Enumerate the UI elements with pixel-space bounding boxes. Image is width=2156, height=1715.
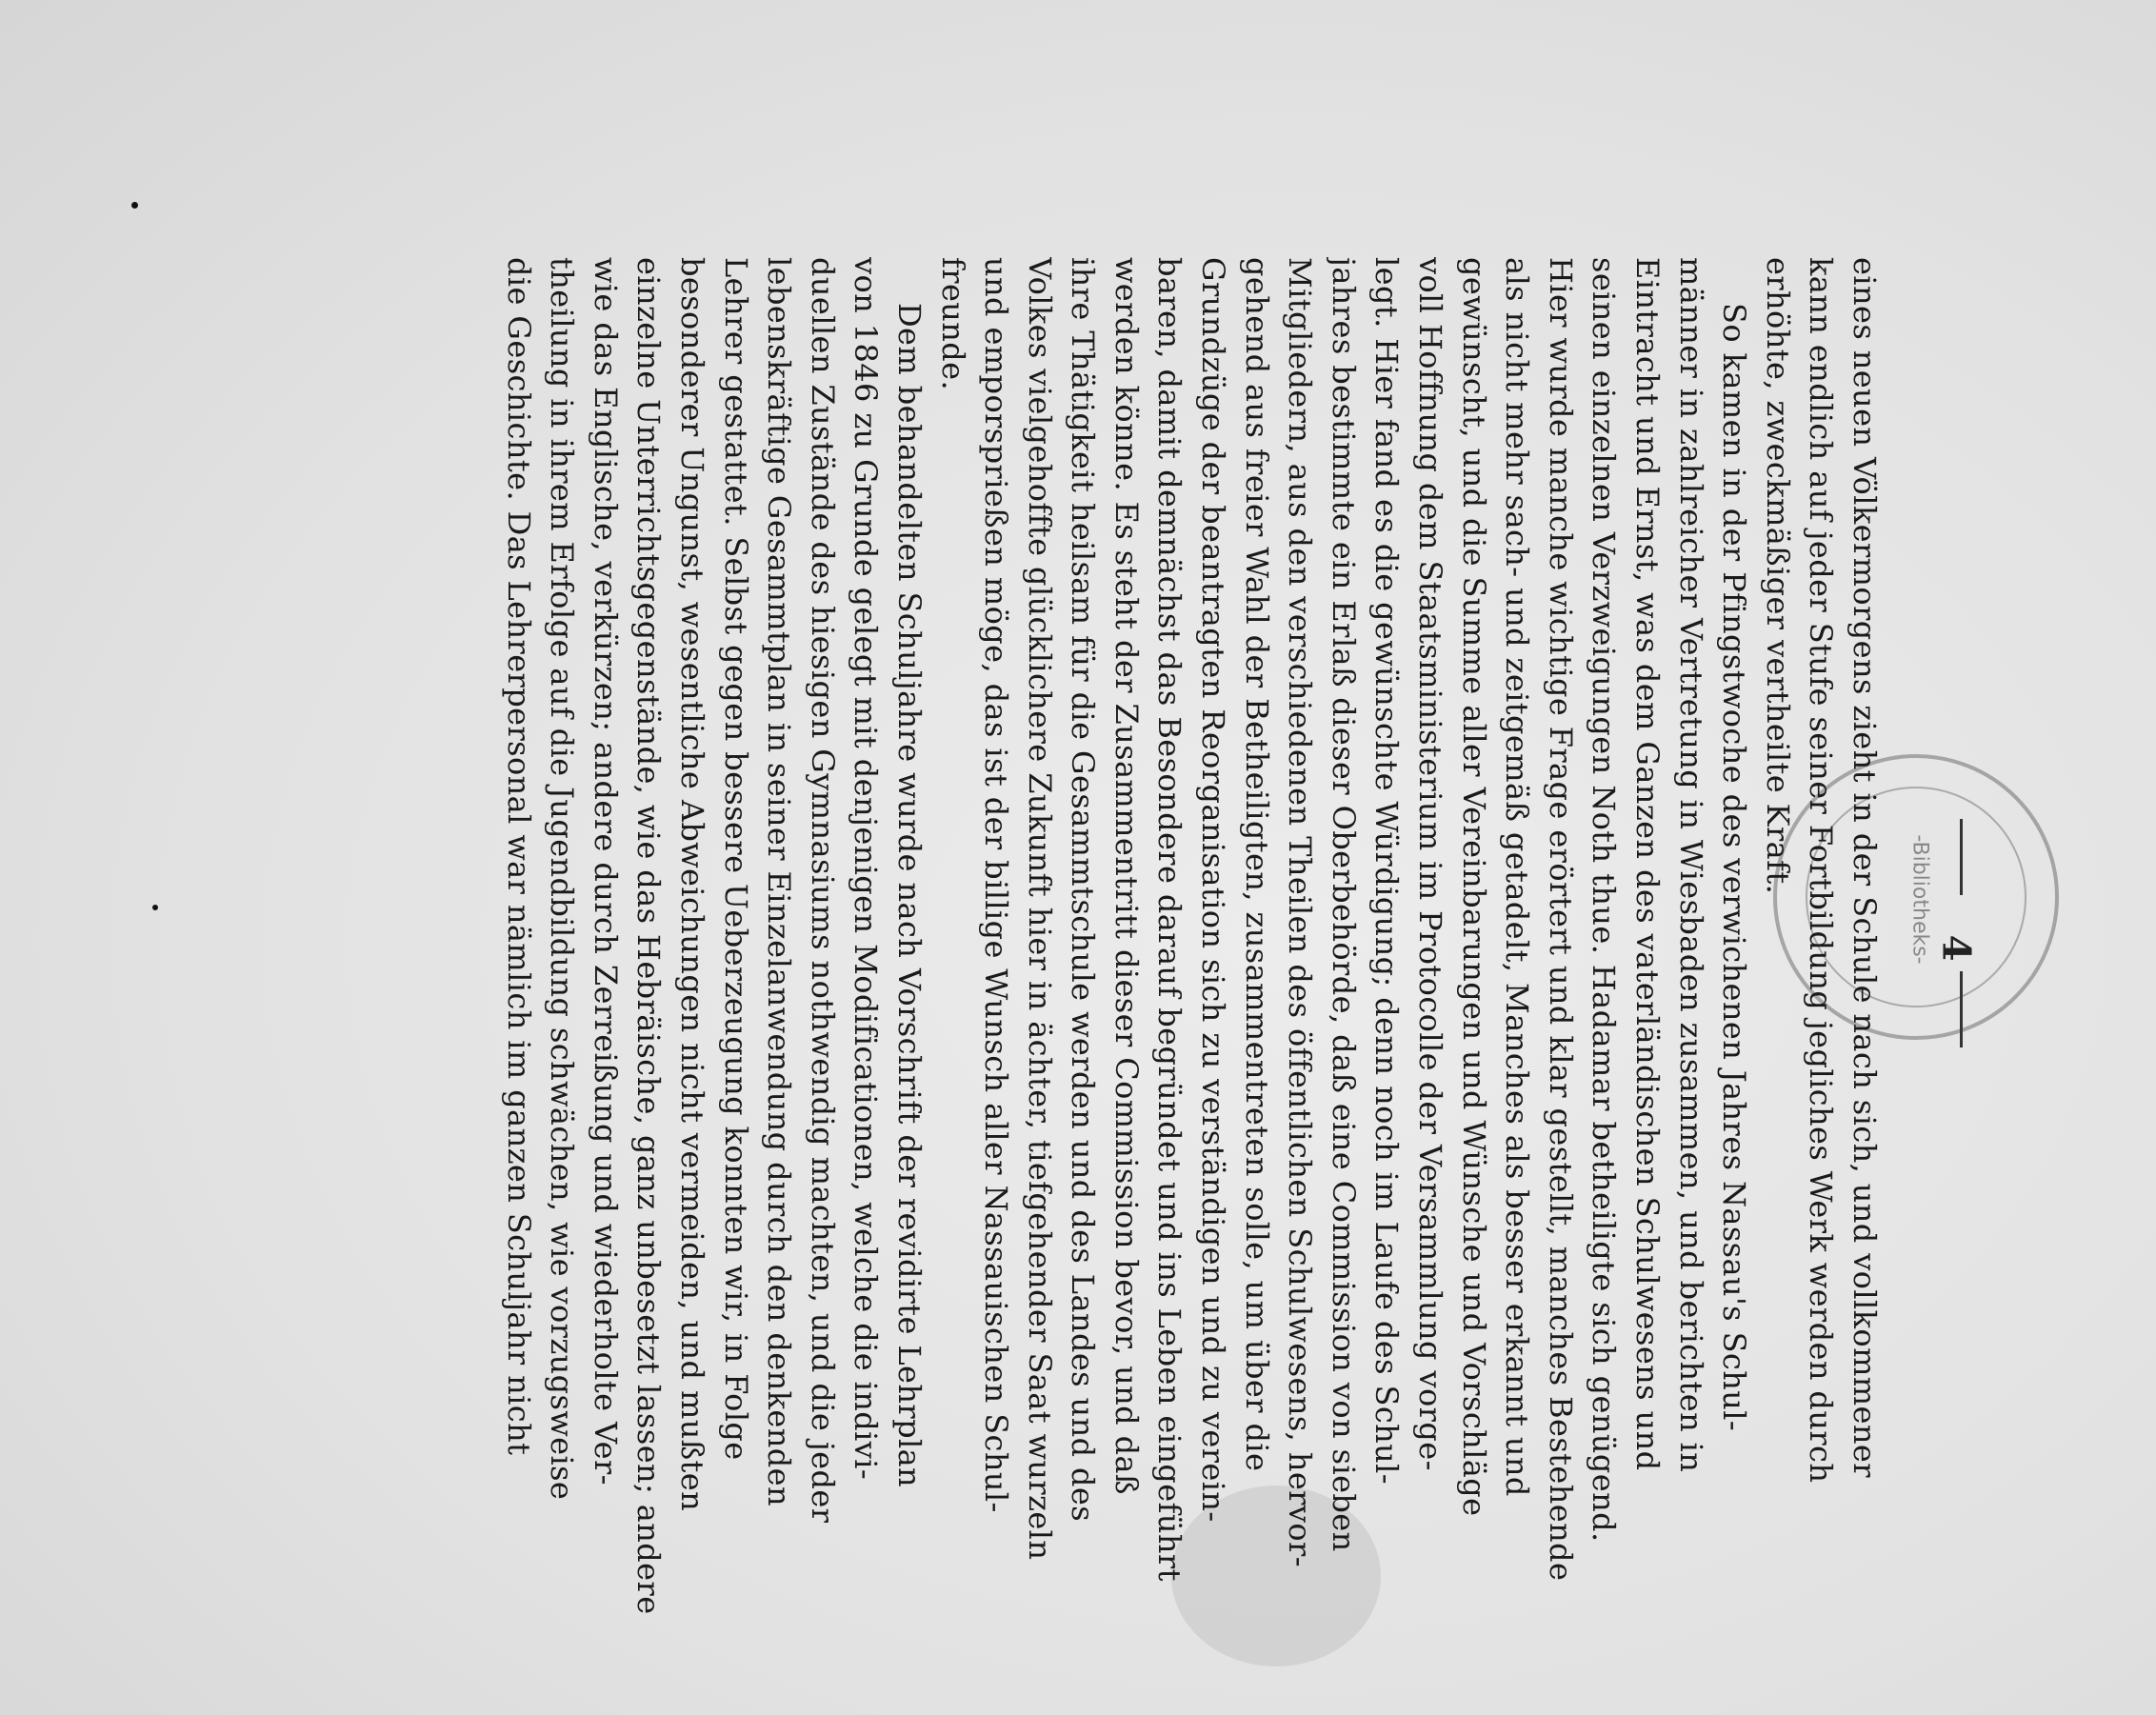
text-line: eines neuen Völkermorgens zieht in der Schule nach sich, und vollkommener — [1847, 257, 1883, 1478]
text-line: Dem behandelten Schuljahre wurde nach Vorschrift der revidirte Lehrplan — [890, 303, 928, 1488]
text-line: werden könne. Es steht der Zusammentritt dieser Commission bevor, und daß — [1108, 257, 1145, 1495]
text-line: gewünscht, und die Summe aller Vereinbarungen und Wünsche und Vorschläge — [1455, 257, 1492, 1517]
text-line: lebenskräftige Gesammtplan in seiner Einzelanwendung durch den denkenden — [761, 257, 798, 1506]
text-line: Grundzüge der beantragten Reorganisation sich zu verständigen und zu verein- — [1195, 257, 1232, 1523]
text-line: So kamen in der Pfingstwoche des verwichenen Jahres Nassau's Schul- — [1716, 303, 1753, 1432]
body-text — [496, 257, 1886, 1628]
library-stamp-text: -Bibliotheks- — [1907, 834, 1932, 965]
text-line: baren, damit demnächst das Besondere darauf begründet und ins Leben eingeführt — [1151, 257, 1188, 1582]
text-line: als nicht mehr sach- und zeitgemäß getadelt, Manches als besser erkannt und — [1499, 257, 1536, 1497]
text-line: von 1846 zu Grunde gelegt mit denjenigen Modificationen, welche die indivi- — [848, 257, 885, 1481]
page-number: 4 — [1933, 934, 1979, 962]
text-line: duellen Zustände des hiesigen Gymnasiums nothwendig machten, und die jeder — [804, 257, 841, 1524]
ink-speck — [131, 202, 138, 209]
text-line: männer in zahlreicher Vertretung in Wiesbaden zusammen, und berichten in — [1672, 257, 1709, 1473]
text-line: legt. Hier fand es die gewünschte Würdigung; denn noch im Laufe des Schul- — [1368, 257, 1406, 1486]
text-line: Volkes vielgehoffte glücklichere Zukunft hier in ächter, tiefgehender Saat wurzeln — [1021, 257, 1058, 1561]
text-line: Mitgliedern, aus den verschiedenen Theilen des öffentlichen Schulwesens, hervor- — [1282, 257, 1319, 1567]
text-line: seinen einzelnen Verzweigungen Noth thue. Hadamar betheiligte sich genügend. — [1586, 257, 1623, 1543]
text-line: besonderer Ungunst, wesentliche Abweichungen nicht vermeiden, und mußten — [673, 257, 710, 1512]
text-line: die Geschichte. Das Lehrerpersonal war nämlich im ganzen Schuljahr nicht — [500, 257, 537, 1456]
text-line: jahres bestimmte ein Erlaß dieser Oberbehörde, daß eine Commission von sieben — [1325, 257, 1362, 1552]
text-line: wie das Englische, verkürzen; andere durch Zerreißung und wiederholte Ver- — [587, 257, 624, 1486]
text-line: und emporsprießen möge, das ist der billige Wunsch aller Nassauischen Schul- — [978, 257, 1015, 1513]
text-line: einzelne Unterrichtsgegenstände, wie das Hebräische, ganz unbesetzt lassen; andere — [630, 257, 668, 1615]
text-line: voll Hoffnung dem Staatsministerium im Protocolle der Versammlung vorge- — [1412, 257, 1449, 1471]
text-line: kann endlich auf jeder Stufe seiner Fortbildung jegliches Werk werden durch — [1803, 257, 1840, 1484]
text-line: theilung in ihrem Erfolge auf die Jugendbildung schwächen, wie vorzugsweise — [544, 257, 581, 1501]
text-line: erhöhte, zweckmäßiger vertheilte Kraft. — [1759, 257, 1796, 895]
text-line: Lehrer gestattet. Selbst gegen bessere Ueberzeugung konnten wir, in Folge — [717, 257, 754, 1461]
text-line: Hier wurde manche wichtige Frage erörtert und klar gestellt, manches Bestehende — [1542, 257, 1579, 1582]
ink-speck — [152, 905, 158, 910]
text-line: ihre Thätigkeit heilsam für die Gesammtschule werden und des Landes und des — [1065, 257, 1102, 1523]
text-line: freunde. — [934, 257, 971, 391]
text-line: Eintracht und Ernst, was dem Ganzen des vaterländischen Schulwesens und — [1629, 257, 1667, 1471]
text-line: gehend aus freier Wahl der Betheiligten, zusammentreten solle, um über die — [1238, 257, 1275, 1472]
